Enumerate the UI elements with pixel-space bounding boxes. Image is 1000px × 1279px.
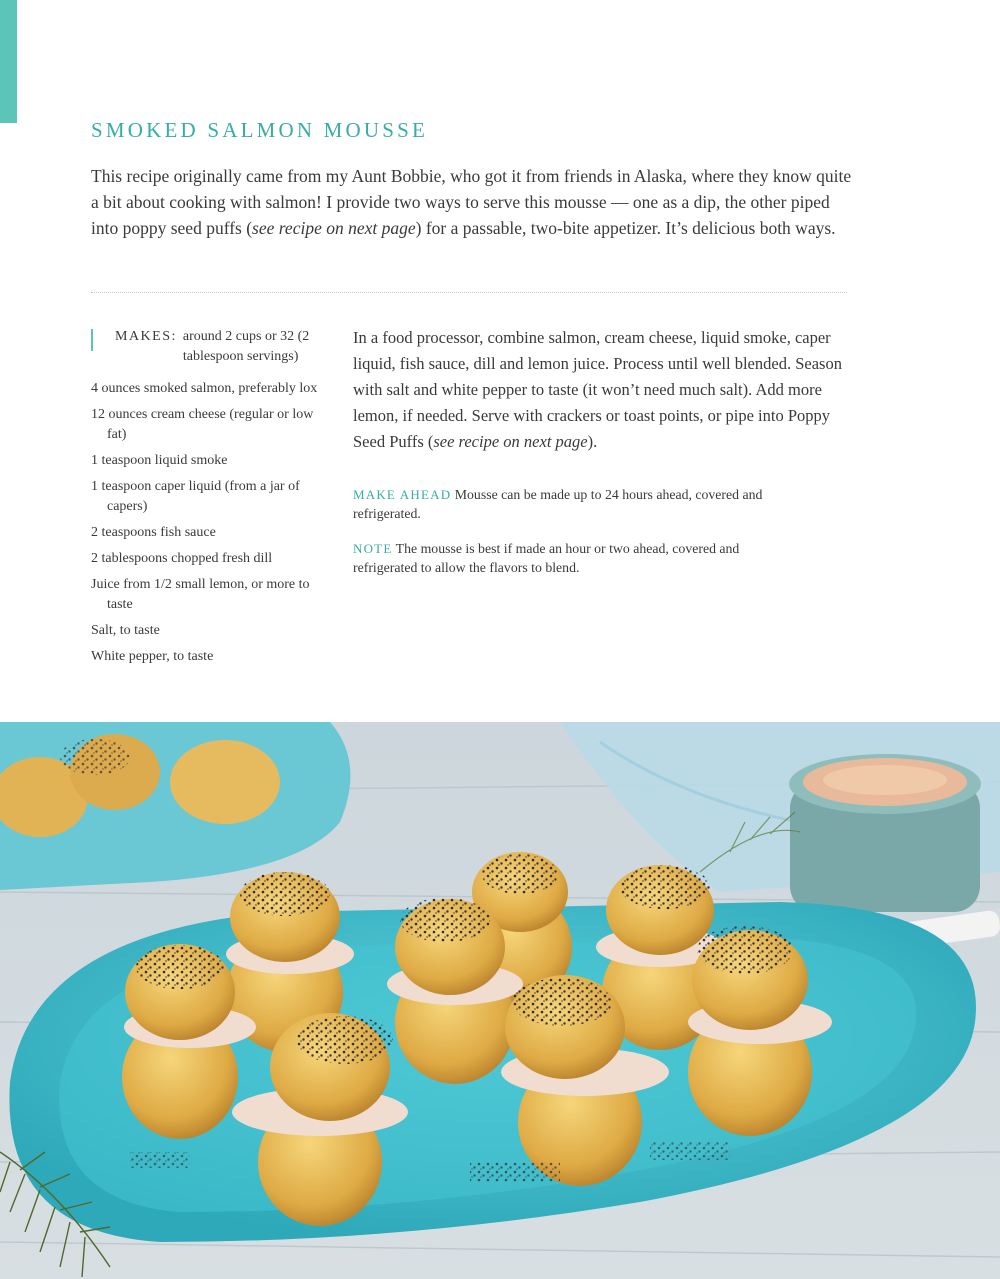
make-ahead-note (353, 485, 803, 523)
ingredient-item: 1 teaspoon liquid smoke (91, 453, 228, 468)
ingredient-item: 12 ounces cream cheese (regular or low fat) (91, 407, 314, 442)
ingredient-item: 4 ounces smoked salmon, preferably lox (91, 381, 318, 396)
makes-value: around 2 cups or 32 (2 tablespoon servings) (182, 329, 310, 364)
makes-accent-bar (91, 329, 93, 351)
tip-note (353, 539, 803, 577)
directions-cross-reference: see recipe on next page (433, 432, 588, 451)
recipe-intro (91, 163, 861, 241)
recipe-title: SMOKED SALMON MOUSSE (91, 118, 429, 142)
ingredient-item: 1 teaspoon caper liquid (from a jar of capers) (91, 479, 300, 514)
intro-text-1: This recipe originally came from my Aunt Bobbie, who got it from friends in Alaska, where they know quite a bit about cooking with salmon! I provide two ways to serve this mousse — one as a dip, the other piped into poppy seed puffs ( (91, 166, 852, 238)
directions-end: ). (587, 432, 598, 451)
dip-ramekin (789, 754, 981, 912)
ingredient-item: 2 tablespoons chopped fresh dill (91, 551, 273, 566)
make-ahead-text: Mousse can be made up to 24 hours ahead, covered and refrigerated. (353, 487, 763, 521)
note-text: The mousse is best if made an hour or two ahead, covered and refrigerated to allow the flavors to blend. (353, 541, 740, 575)
directions-body: In a food processor, combine salmon, cream cheese, liquid smoke, caper liquid, fish sauce, dill and lemon juice. Process until well blended. Season with salt and white pepper to taste (it won’t need much salt). Add more lemon, if needed. Serve with crackers or toast points, or pipe into Poppy Seed Puffs ( (353, 328, 842, 451)
makes-label: MAKES: (115, 329, 177, 344)
food-photo (0, 722, 1000, 1279)
ingredient-item: Juice from 1/2 small lemon, or more to taste (91, 577, 310, 612)
ingredient-item: Salt, to taste (91, 623, 160, 638)
note-label: NOTE (353, 541, 393, 556)
accent-edge-tab (0, 0, 17, 123)
ingredient-item: 2 teaspoons fish sauce (91, 525, 216, 540)
directions-text (353, 325, 853, 455)
ingredient-list (91, 379, 331, 667)
intro-cross-reference: see recipe on next page (252, 218, 416, 238)
dotted-divider (91, 292, 847, 293)
makes-block (91, 327, 331, 367)
intro-text-2: ) for a passable, two-bite appetizer. It’s delicious both ways. (415, 218, 836, 238)
make-ahead-label: MAKE AHEAD (353, 487, 452, 502)
ingredient-item: White pepper, to taste (91, 649, 214, 664)
ingredients-column (91, 327, 331, 673)
directions-column (353, 325, 853, 577)
